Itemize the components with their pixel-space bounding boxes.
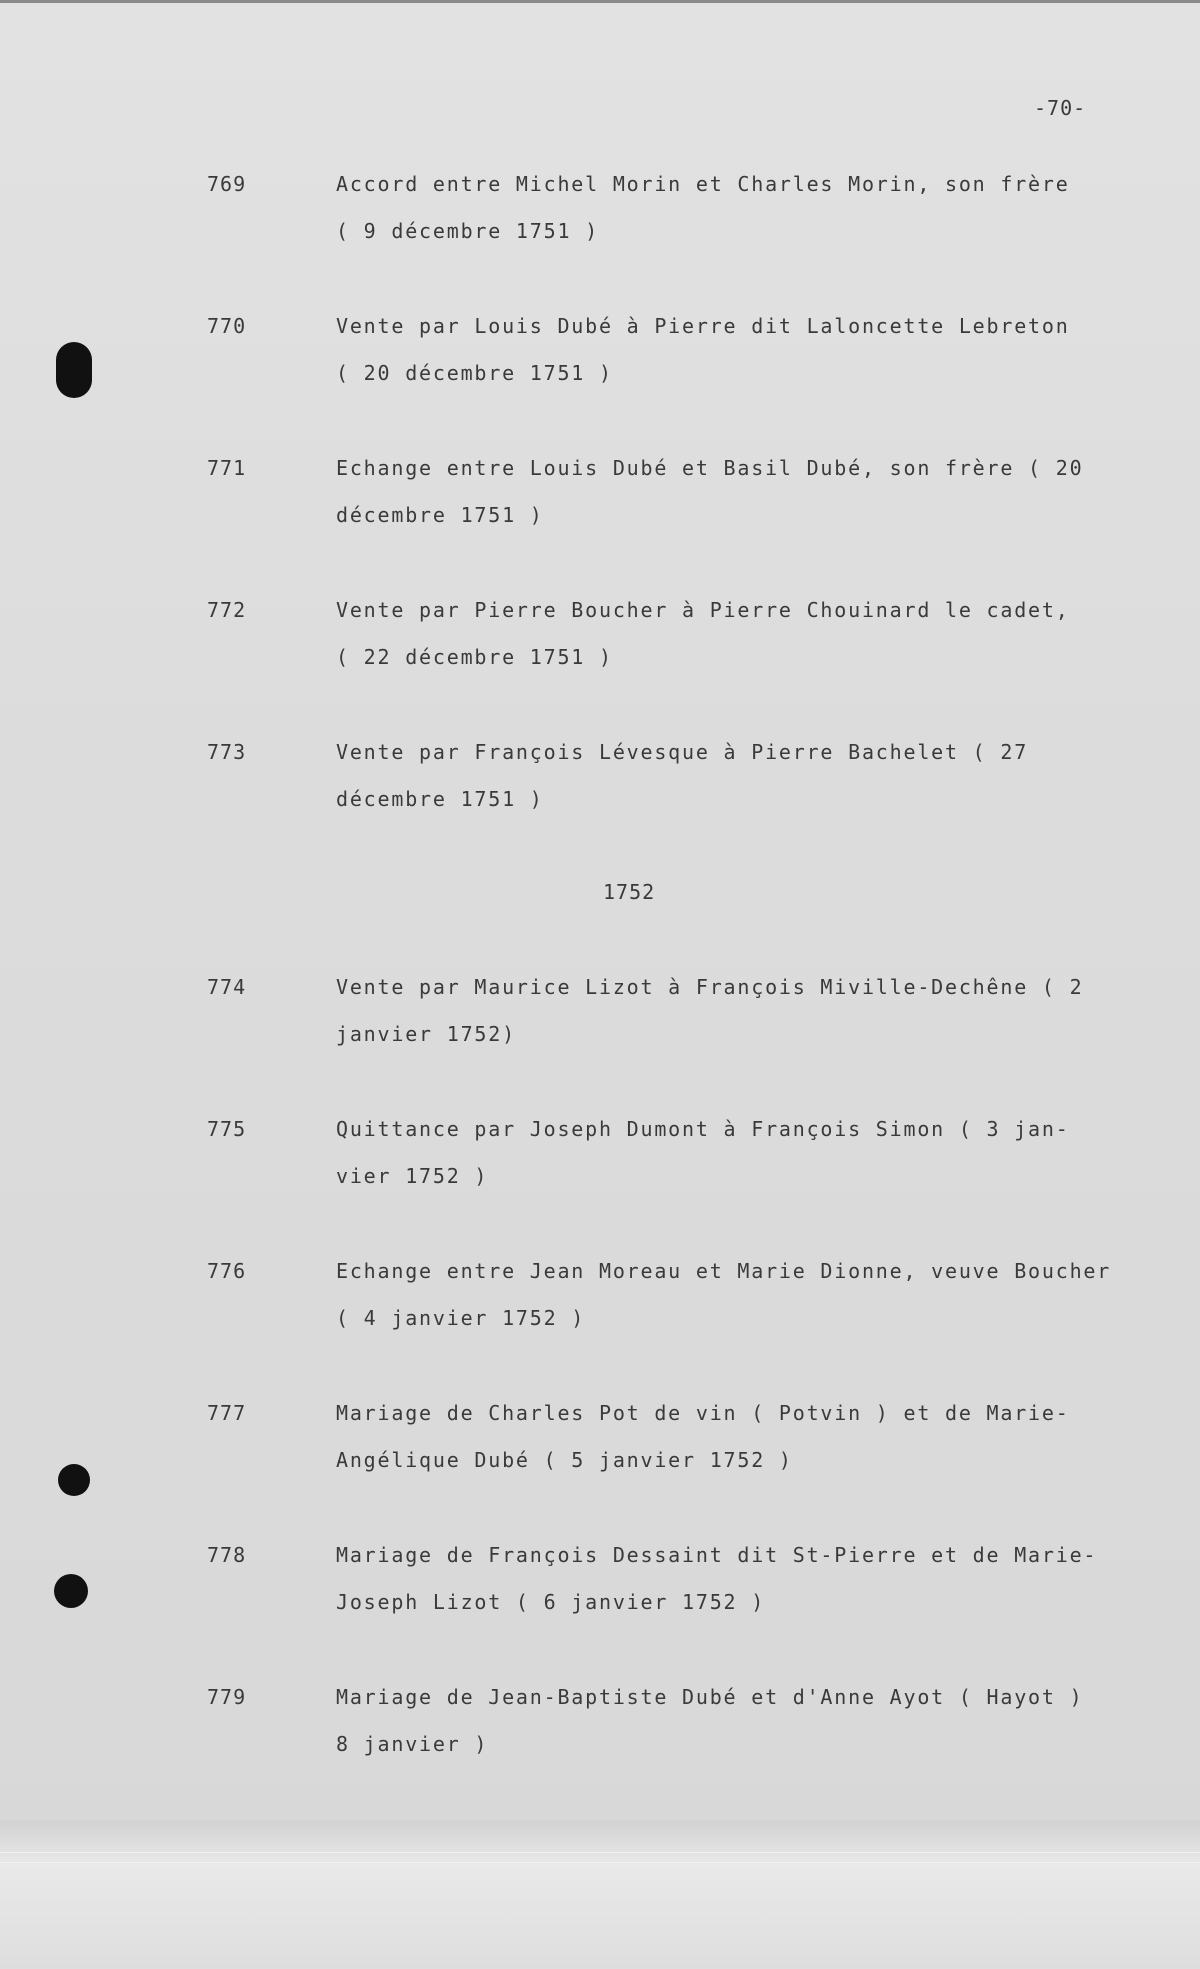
entry-text-line2: ( 9 décembre 1751 )	[336, 219, 599, 243]
entry-text-line2: Angélique Dubé ( 5 janvier 1752 )	[336, 1448, 793, 1472]
entry-text-line1: Vente par Louis Dubé à Pierre dit Laloncette Lebreton	[336, 314, 1070, 338]
year-heading: 1752	[603, 880, 656, 904]
entry-text-line1: Echange entre Jean Moreau et Marie Dionne, veuve Boucher	[336, 1259, 1112, 1283]
entry-number: 770	[207, 314, 247, 338]
entry-text-line1: Vente par Maurice Lizot à François Miville-Dechêne ( 2	[336, 975, 1084, 999]
entry-text-line1: Mariage de Jean-Baptiste Dubé et d'Anne Ayot ( Hayot )	[336, 1685, 1084, 1709]
entry-text-line2: décembre 1751 )	[336, 787, 544, 811]
entry-text-line1: Mariage de François Dessaint dit St-Pierre et de Marie-	[336, 1543, 1098, 1567]
entry-number: 777	[207, 1401, 247, 1425]
scan-line	[0, 1852, 1200, 1853]
binder-hole-middle	[58, 1464, 90, 1496]
entry-text-line2: ( 20 décembre 1751 )	[336, 361, 613, 385]
entry-number: 773	[207, 740, 247, 764]
entry-text-line1: Vente par François Lévesque à Pierre Bachelet ( 27	[336, 740, 1029, 764]
entry-text-line2: ( 4 janvier 1752 )	[336, 1306, 586, 1330]
page-number: -70-	[1034, 96, 1087, 120]
entry-text-line2: Joseph Lizot ( 6 janvier 1752 )	[336, 1590, 766, 1614]
entry-number: 772	[207, 598, 247, 622]
entry-number: 776	[207, 1259, 247, 1283]
entry-text-line1: Accord entre Michel Morin et Charles Morin, son frère	[336, 172, 1070, 196]
entry-text-line2: vier 1752 )	[336, 1164, 489, 1188]
entry-number: 771	[207, 456, 247, 480]
binder-hole-bottom	[54, 1574, 88, 1608]
entry-text-line2: janvier 1752)	[336, 1022, 516, 1046]
page-bottom-band	[0, 1820, 1200, 1969]
entry-number: 774	[207, 975, 247, 999]
entry-number: 775	[207, 1117, 247, 1141]
entry-text-line2: ( 22 décembre 1751 )	[336, 645, 613, 669]
entry-text-line1: Quittance par Joseph Dumont à François Simon ( 3 jan-	[336, 1117, 1070, 1141]
page-top-edge	[0, 0, 1200, 3]
entry-text-line1: Vente par Pierre Boucher à Pierre Chouinard le cadet,	[336, 598, 1070, 622]
entry-text-line2: décembre 1751 )	[336, 503, 544, 527]
entry-number: 769	[207, 172, 247, 196]
entry-number: 778	[207, 1543, 247, 1567]
entry-text-line2: 8 janvier )	[336, 1732, 489, 1756]
entry-text-line1: Echange entre Louis Dubé et Basil Dubé, son frère ( 20	[336, 456, 1084, 480]
entry-number: 779	[207, 1685, 247, 1709]
entry-text-line1: Mariage de Charles Pot de vin ( Potvin ) et de Marie-	[336, 1401, 1070, 1425]
binder-hole-top	[56, 342, 92, 398]
scan-line	[0, 1862, 1200, 1863]
